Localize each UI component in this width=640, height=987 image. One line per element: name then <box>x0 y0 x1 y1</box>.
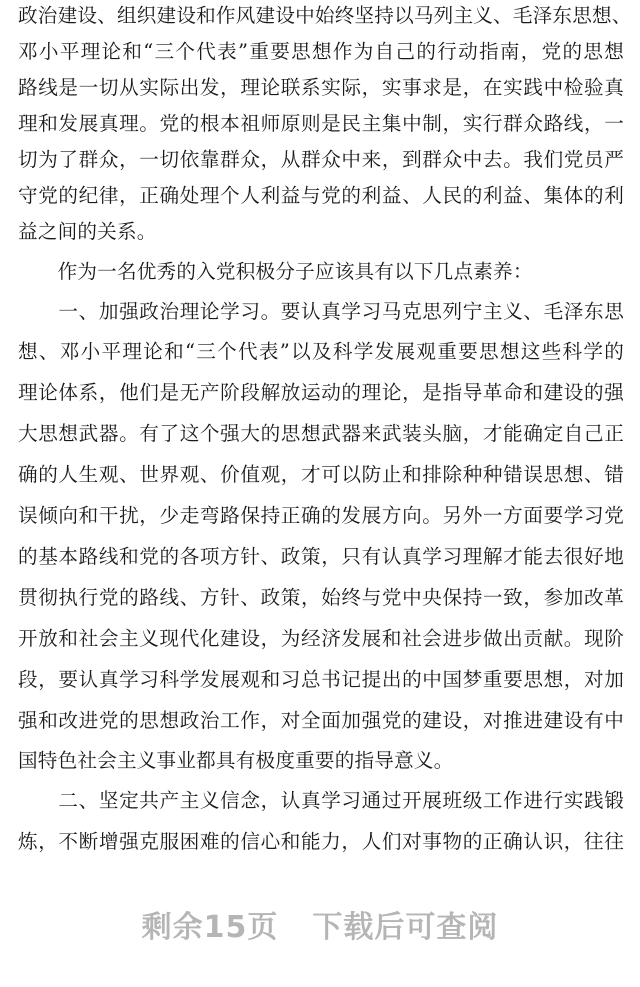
remaining-pages-label: 剩余15页 <box>141 910 279 945</box>
text-line: 国特色社会主义事业都具有极度重要的指导意义。 <box>18 749 454 772</box>
text-line: 一、加强政治理论学习。要认真学习马克思列宁主义、毛泽东思 <box>18 300 624 323</box>
text-line: 切为了群众，一切依靠群众，从群众中来，到群众中去。我们党员严 <box>18 148 624 171</box>
text-line: 理论体系，他们是无产阶段解放运动的理论，是指导革命和建设的强 <box>18 381 624 404</box>
download-prompt[interactable] <box>0 900 640 956</box>
text-line: 误倾向和干扰，少走弯路保持正确的发展方向。另外一方面要学习党 <box>18 504 624 527</box>
text-line: 二、坚定共产主义信念，认真学习通过开展班级工作进行实践锻 <box>18 789 624 812</box>
text-line: 段，要认真学习科学发展观和习总书记提出的中国梦重要思想，对加 <box>18 668 624 691</box>
text-line: 开放和社会主义现代化建设，为经济发展和社会进步做出贡献。现阶 <box>18 627 624 650</box>
text-line: 贯彻执行党的路线、方针、政策，始终与党中央保持一致，参加改革 <box>18 586 624 609</box>
text-line: 益之间的关系。 <box>18 220 157 243</box>
text-line: 强和改进党的思想政治工作，对全面加强党的建设，对推进建设有中 <box>18 709 624 732</box>
text-line: 守党的纪律，正确处理个人利益与党的利益、人民的利益、集体的利 <box>18 184 624 207</box>
text-line: 作为一名优秀的入党积极分子应该具有以下几点素养： <box>18 260 533 283</box>
text-line: 确的人生观、世界观、价值观，才可以防止和排除种种错误思想、错 <box>18 463 624 486</box>
text-line: 路线是一切从实际出发，理论联系实际，实事求是，在实践中检验真 <box>18 76 624 99</box>
text-line: 炼，不断增强克服困难的信心和能力，人们对事物的正确认识，往往 <box>18 830 624 853</box>
text-line: 政治建设、组织建设和作风建设中始终坚持以马列主义、毛泽东思想、 <box>18 4 632 27</box>
download-hint-label: 下载后可查阅 <box>312 910 499 945</box>
text-line: 想、邓小平理论和“三个代表”以及科学发展观重要思想这些科学的 <box>18 340 624 363</box>
text-line: 大思想武器。有了这个强大的思想武器来武装头脑，才能确定自己正 <box>18 422 624 445</box>
text-line: 的基本路线和党的各项方针、政策，只有认真学习理解才能去很好地 <box>18 545 624 568</box>
text-line: 邓小平理论和“三个代表”重要思想作为自己的行动指南，党的思想 <box>18 40 624 63</box>
text-line: 理和发展真理。党的根本祖师原则是民主集中制，实行群众路线，一 <box>18 112 624 135</box>
